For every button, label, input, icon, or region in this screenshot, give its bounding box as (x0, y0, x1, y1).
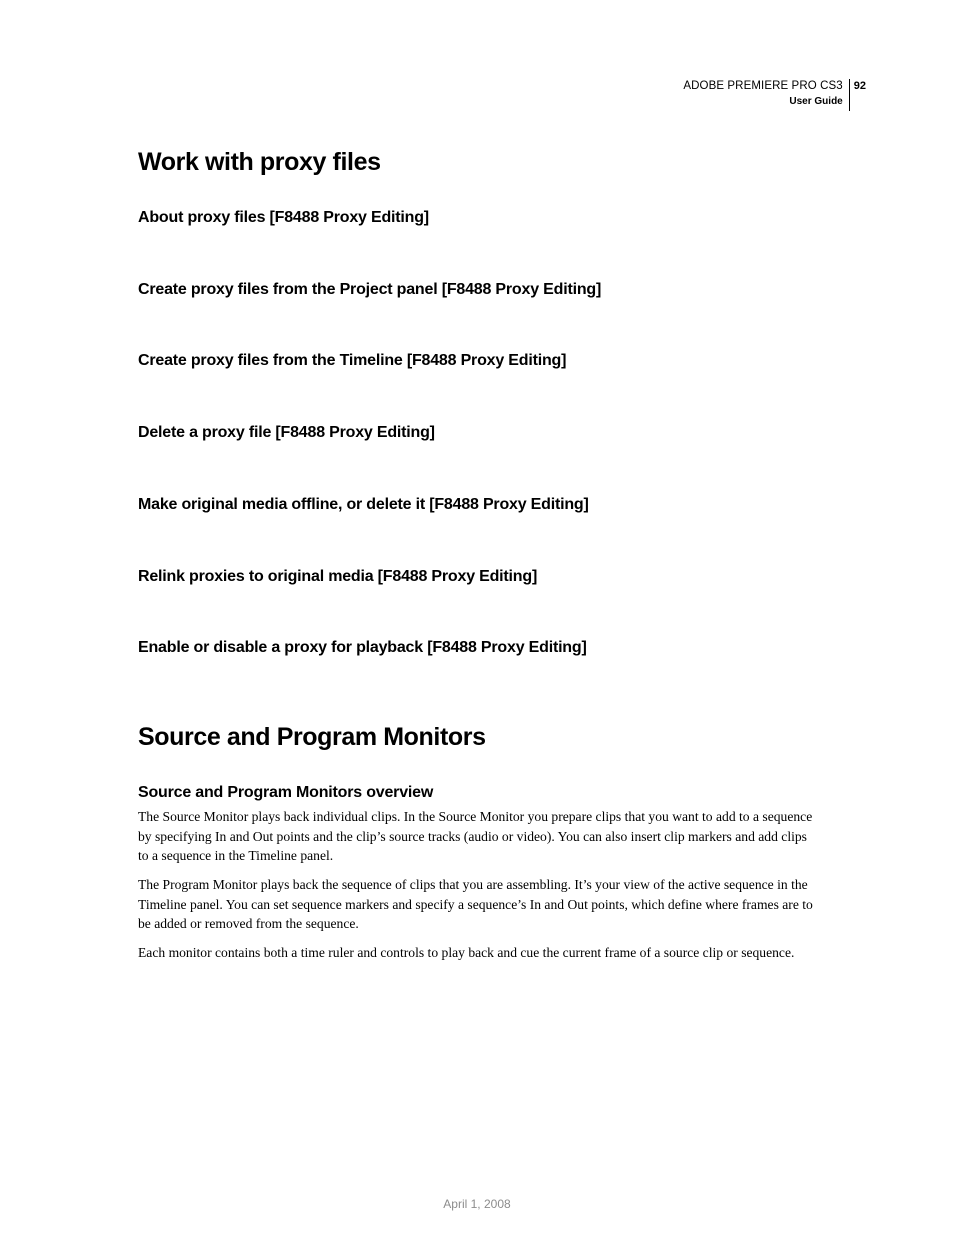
header-guide-name: User Guide (789, 96, 843, 107)
header-title-block (683, 79, 849, 111)
subsection-create-proxy-timeline: Create proxy files from the Timeline [F8488 Proxy Editing] (138, 352, 567, 369)
running-header (683, 79, 866, 111)
section-title-proxy-files: Work with proxy files (138, 148, 381, 176)
subsection-relink-proxies: Relink proxies to original media [F8488 Proxy Editing] (138, 568, 538, 585)
footer-date: April 1, 2008 (443, 1197, 511, 1211)
subsection-delete-proxy: Delete a proxy file [F8488 Proxy Editing] (138, 424, 435, 441)
section-title-monitors: Source and Program Monitors (138, 723, 486, 751)
paragraph-source-monitor: The Source Monitor plays back individual clips. In the Source Monitor you prepare clips that you want to add to a sequence by specifying In and Out points and the clip’s source tracks (audio or video). You can also insert clip markers and add clips to a sequence in the Timeline panel. (138, 809, 813, 863)
paragraph-monitor-controls: Each monitor contains both a time ruler and controls to play back and cue the current frame of a source clip or sequence. (138, 945, 795, 960)
subsection-enable-disable-proxy: Enable or disable a proxy for playback [F8488 Proxy Editing] (138, 639, 587, 656)
subsection-monitors-overview: Source and Program Monitors overview (138, 784, 434, 801)
page-number: 92 (853, 80, 866, 92)
header-product-name: ADOBE PREMIERE PRO CS3 (683, 80, 843, 92)
subsection-make-media-offline: Make original media offline, or delete it [F8488 Proxy Editing] (138, 496, 589, 513)
subsection-about-proxy-files: About proxy files [F8488 Proxy Editing] (138, 209, 429, 226)
paragraph-program-monitor: The Program Monitor plays back the sequence of clips that you are assembling. It’s your view of the active sequence in the Timeline panel. You can set sequence markers and specify a sequence’s In and Out points, which define where frames are to be added or removed from the sequence. (138, 877, 813, 931)
subsection-create-proxy-project-panel: Create proxy files from the Project panel [F8488 Proxy Editing] (138, 281, 602, 298)
